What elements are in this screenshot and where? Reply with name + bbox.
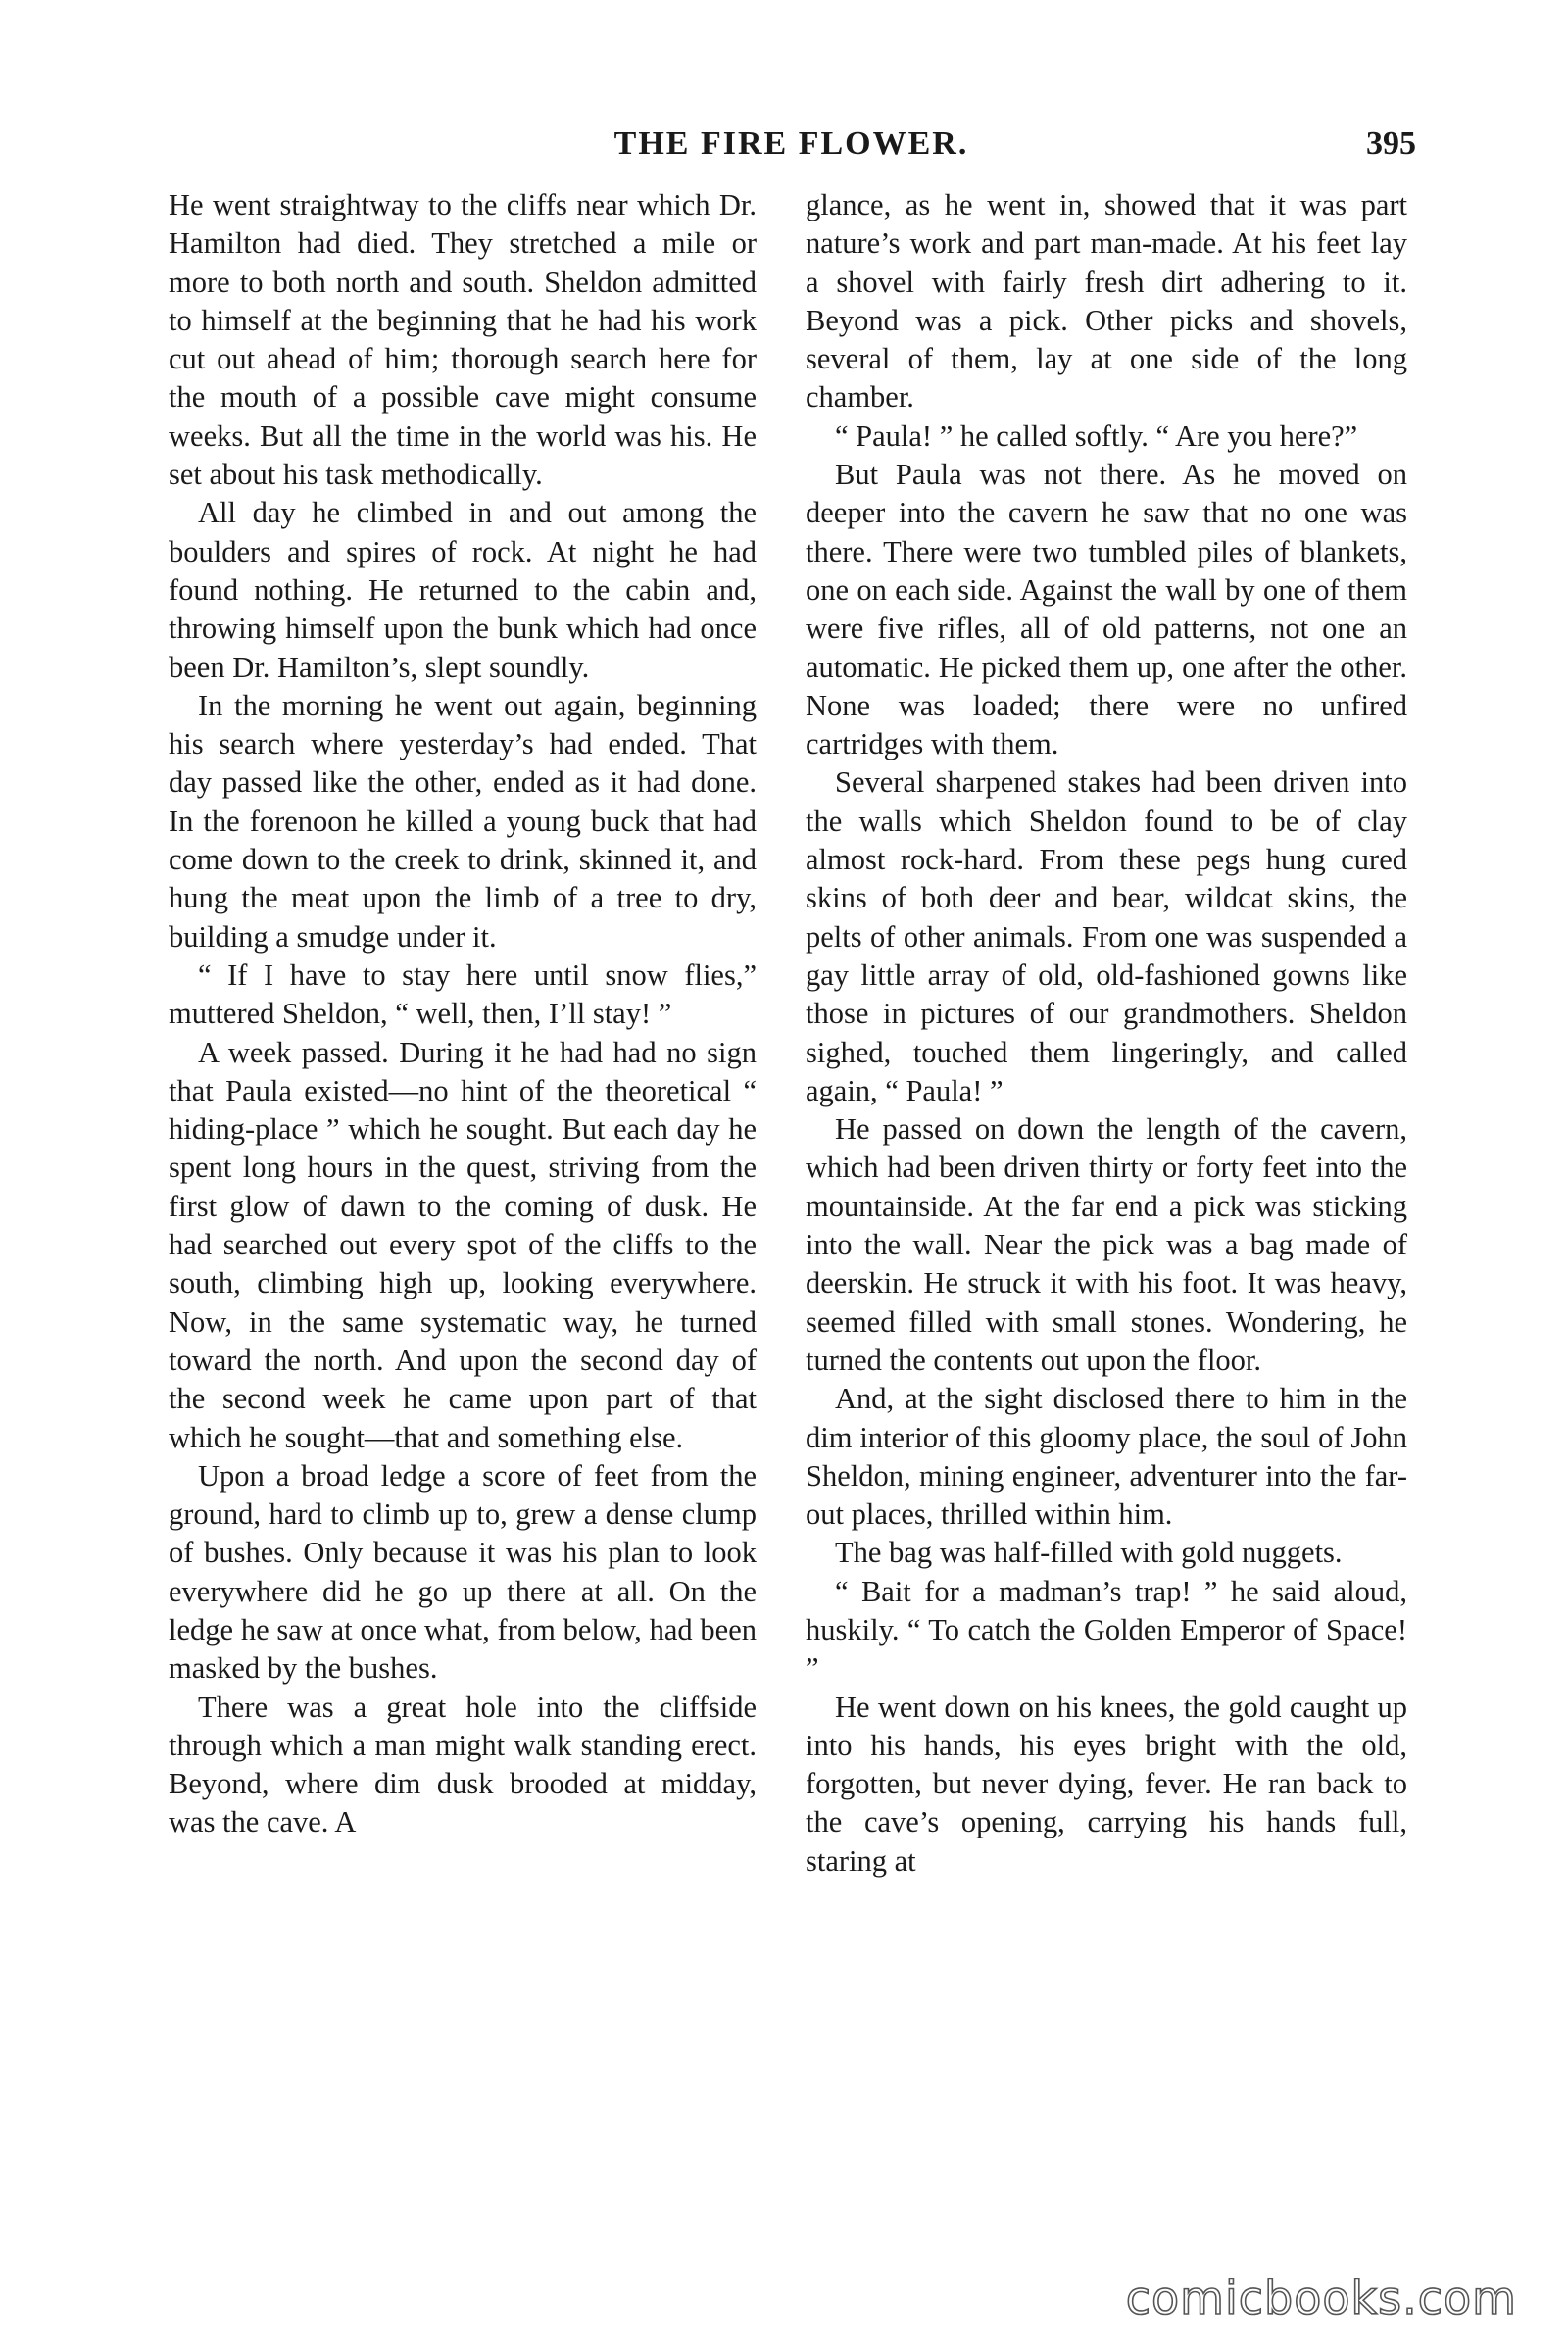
- paragraph: But Paula was not there. As he moved on deeper into the cavern he saw that no one was there. There were two tumbled piles of blankets, one on each side. Against the wall by one of them were five rifles, all of old patterns, not one an automatic. He picked them up, one after the other. None was loaded; there were no unfired cartridges with them.: [806, 458, 1407, 761]
- paragraph: Upon a broad ledge a score of feet from the ground, hard to climb up to, grew a dense clump of bushes. Only because it was his plan to look everywhere did he go up there at all. On the ledge he saw at once what, from below, had been masked by the bushes.: [169, 1458, 757, 1686]
- paragraph: He went straightway to the cliffs near which Dr. Hamilton had died. They stretched a mile or more to both north and south. Sheldon admitted to himself at the beginning that he had his work cut out ahead of him; thorough search here for the mouth of a possible cave might consume weeks. But all the time in the world was his. He set about his task methodically.: [169, 188, 757, 492]
- paragraph: Several sharpened stakes had been driven into the walls which Sheldon found to be of clay almost rock-hard. From these pegs hung cured skins of both deer and bear, wildcat skins, the pelts of other animals. From one was suspended a gay little array of old, old-fashioned gowns like those in pictures of our grandmothers. Sheldon sighed, touched them lingeringly, and called again, “ Paula! ”: [806, 765, 1407, 1107]
- page-header: [167, 125, 1416, 174]
- paragraph: He went down on his knees, the gold caught up into his hands, his eyes bright with the old, forgotten, but never dying, fever. He ran back to the cave’s opening, carrying his hands full, staring at: [806, 1690, 1407, 1878]
- paragraph: “ Paula! ” he called softly. “ Are you here?”: [835, 418, 1358, 453]
- paragraph: glance, as he went in, showed that it was part nature’s work and part man-made. At his feet lay a shovel with fairly fresh dirt adhering to it. Beyond was a pick. Other picks and shovels, several of them, lay at one side of the long chamber.: [806, 188, 1407, 415]
- paragraph: All day he climbed in and out among the boulders and spires of rock. At night he had found nothing. He returned to the cabin and, throwing himself upon the bunk which had once been Dr. Hamilton’s, slept soundly.: [169, 496, 757, 684]
- paragraph: And, at the sight disclosed there to him in the dim interior of this gloomy place, the soul of John Sheldon, mining engineer, adventurer into the far-out places, thrilled within him.: [806, 1382, 1407, 1532]
- paragraph: The bag was half-filled with gold nuggets.: [835, 1536, 1343, 1570]
- paragraph: In the morning he went out again, beginning his search where yesterday’s had ended. That day passed like the other, ended as it had done. In the forenoon he killed a young buck that had come down to the creek to drink, skinned it, and hung the meat upon the limb of a tree to dry, building a smudge under it.: [169, 688, 757, 954]
- right-column: [806, 186, 1407, 1881]
- paragraph: “ Bait for a madman’s trap! ” he said aloud, huskily. “ To catch the Golden Emperor of Space! ”: [806, 1574, 1407, 1686]
- paragraph: A week passed. During it he had had no sign that Paula existed—no hint of the theoretical “ hiding-place ” which he sought. But each day he spent long hours in the quest, striving from the first glow of dawn to the coming of dusk. He had searched out every spot of the cliffs to the south, climbing high up, looking everywhere. Now, in the same systematic way, he turned toward the north. And upon the second day of the second week he came upon part of that which he sought—that and something else.: [169, 1035, 757, 1454]
- running-title: THE FIRE FLOWER.: [613, 125, 969, 162]
- paragraph: He passed on down the length of the cavern, which had been driven thirty or forty feet into the mountainside. At the far end a pick was sticking into the wall. Near the pick was a bag made of deerskin. He struck it with his foot. It was heavy, seemed filled with small stones. Wondering, he turned the contents out upon the floor.: [806, 1112, 1407, 1377]
- page-number: 395: [1366, 125, 1416, 162]
- left-column: [169, 186, 757, 1842]
- site-watermark: comicbooks.com: [1125, 2272, 1517, 2325]
- paragraph: “ If I have to stay here until snow flies,” muttered Sheldon, “ well, then, I’ll stay! ”: [169, 957, 757, 1031]
- paragraph: There was a great hole into the cliffside through which a man might walk standing erect. Beyond, where dim dusk brooded at midday, was the cave. A: [169, 1690, 757, 1839]
